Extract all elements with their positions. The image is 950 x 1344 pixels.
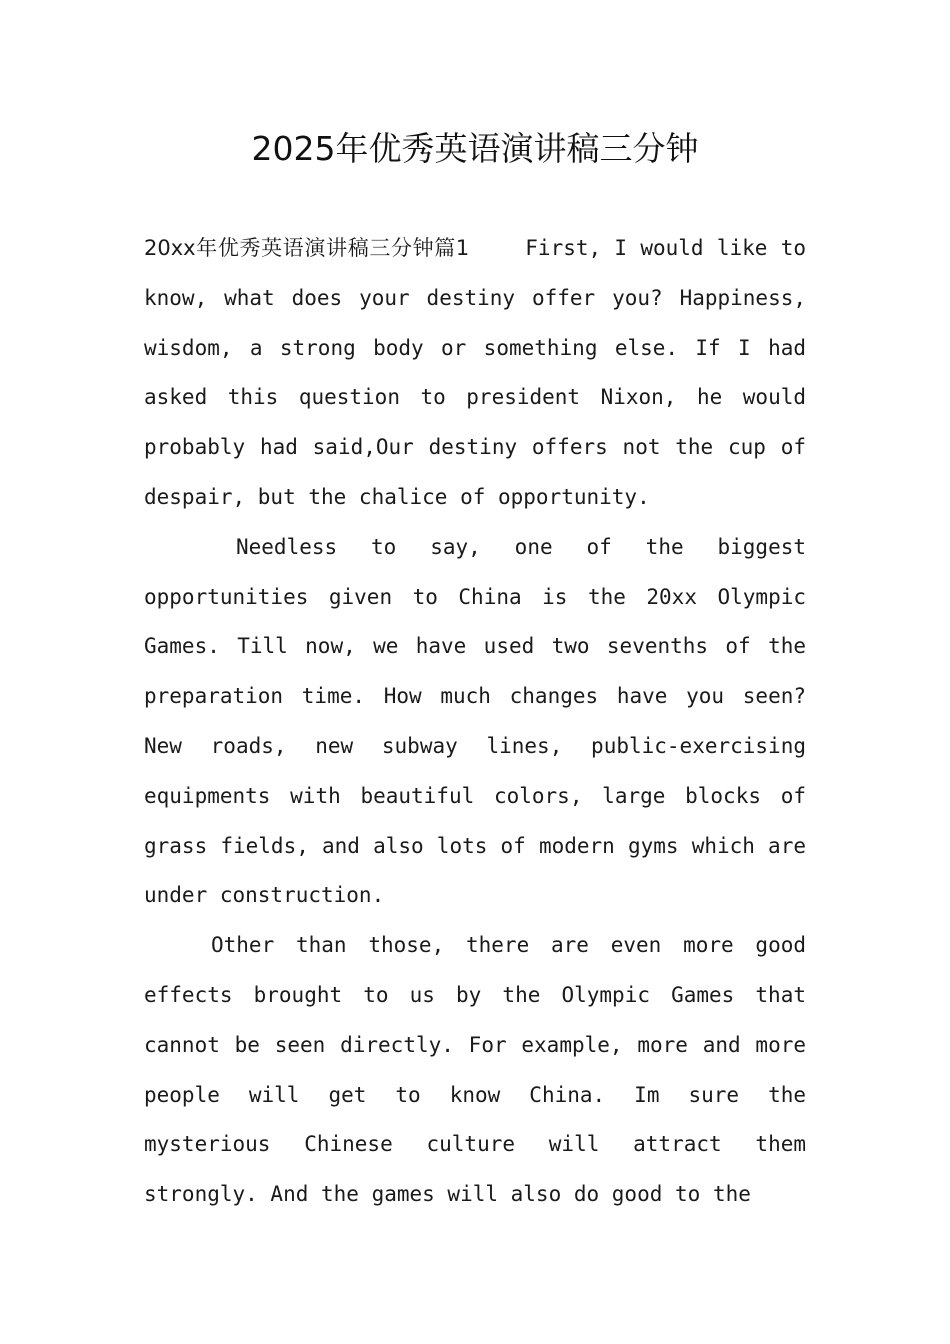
- paragraph-1-text: First, I would like to know, what does your destiny offer you? Happiness, wisdom, a strong body or something else. If I had asked this question to president Nixon, he would probably had said,Our destiny offers not the cup of despair, but the chalice of opportunity.: [144, 236, 806, 509]
- document-body: [144, 224, 806, 1220]
- section-heading: 20xx年优秀英语演讲稿三分钟篇1: [144, 236, 470, 260]
- document-title: 2025年优秀英语演讲稿三分钟: [251, 129, 699, 168]
- paragraph-1: [144, 224, 806, 523]
- paragraph-2: Needless to say, one of the biggest opportunities given to China is the 20xx Olympic Games. Till now, we have used two sevenths of the preparation time. How much changes have you seen? New roads, new subway lines, public-exercising equipments with beautiful colors, large blocks of grass fields, and also lots of modern gyms which are under construction.: [144, 534, 806, 908]
- paragraph-3: Other than those, there are even more good effects brought to us by the Olympic Games that cannot be seen directly. For example, more and more people will get to know China. Im sure the mysterious Chinese culture will attract them strongly. And the games will also do good to the: [144, 933, 806, 1207]
